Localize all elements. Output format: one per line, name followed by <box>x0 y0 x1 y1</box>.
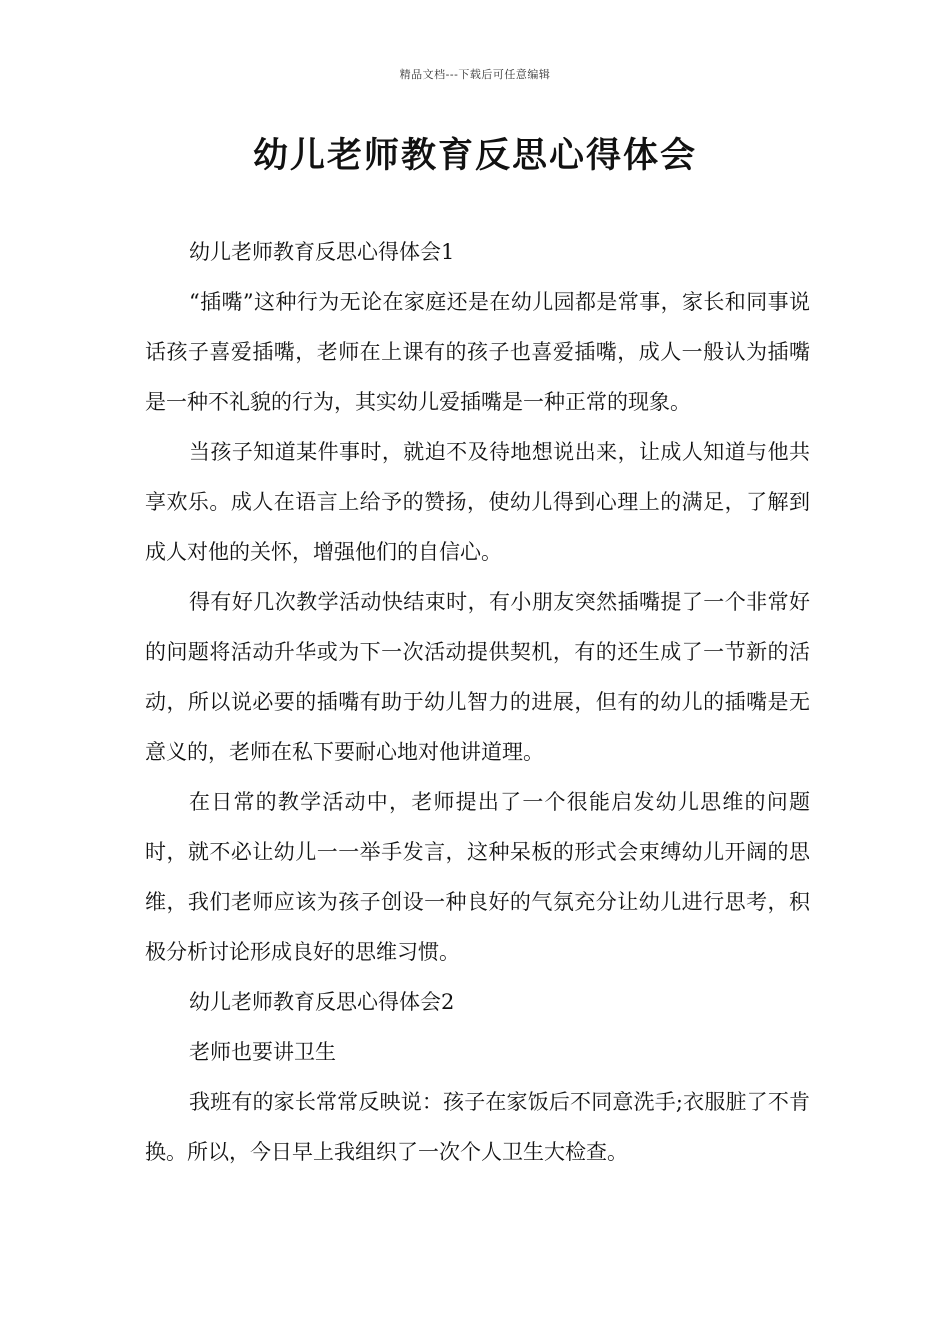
document-title: 幼儿老师教育反思心得体会 <box>252 135 697 176</box>
document-body <box>145 227 810 1177</box>
body-paragraph: 得有好几次教学活动快结束时，有小朋友突然插嘴提了一个非常好的问题将活动升华或为下一次活动提供契机，有的还生成了一节新的活动，所以说必要的插嘴有助于幼儿智力的进展，但有的幼儿的插嘴是无意义的，老师在私下要耐心地对他讲道理。 <box>145 590 810 764</box>
body-paragraph: “插嘴”这种行为无论在家庭还是在幼儿园都是常事，家长和同事说话孩子喜爱插嘴，老师在上课有的孩子也喜爱插嘴，成人一般认为插嘴是一种不礼貌的行为，其实幼儿爱插嘴是一种正常的现象。 <box>145 290 810 414</box>
subsection-heading: 老师也要讲卫生 <box>189 1040 336 1064</box>
section-heading-1: 幼儿老师教育反思心得体会1 <box>189 240 455 264</box>
section-heading-2: 幼儿老师教育反思心得体会2 <box>189 990 455 1014</box>
body-paragraph: 在日常的教学活动中，老师提出了一个很能启发幼儿思维的问题时，就不必让幼儿一一举手发言，这种呆板的形式会束缚幼儿开阔的思维，我们老师应该为孩子创设一种良好的气氛充分让幼儿进行思考，积极分析讨论形成良好的思维习惯。 <box>145 790 810 964</box>
body-paragraph: 我班有的家长常常反映说：孩子在家饭后不同意洗手;衣服脏了不肯换。所以，今日早上我组织了一次个人卫生大检查。 <box>145 1090 810 1164</box>
body-paragraph: 当孩子知道某件事时，就迫不及待地想说出来，让成人知道与他共享欢乐。成人在语言上给予的赞扬，使幼儿得到心理上的满足，了解到成人对他的关怀，增强他们的自信心。 <box>145 440 810 564</box>
header-note: 精品文档---下载后可任意编辑 <box>399 68 551 81</box>
